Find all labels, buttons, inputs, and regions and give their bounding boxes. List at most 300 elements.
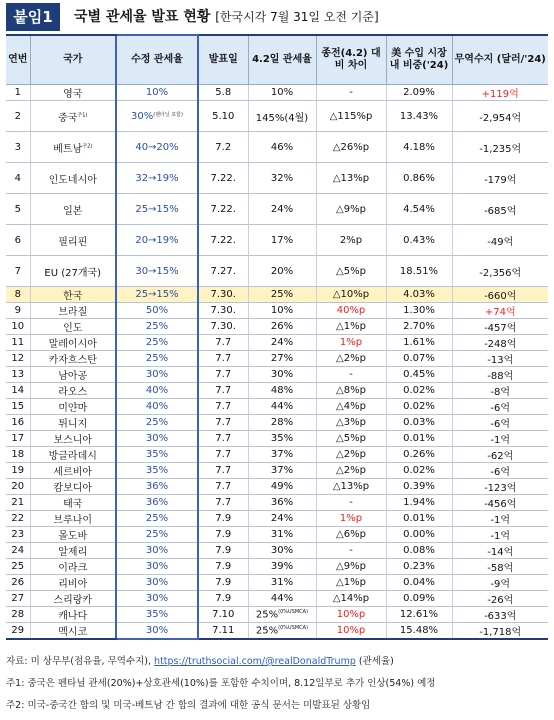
cell-country-text: 태국	[63, 499, 83, 510]
cell-no-text: 28	[11, 609, 25, 620]
usmca-note: (0%USMCA)	[278, 624, 309, 631]
cell-diff-text: △4%p	[336, 401, 366, 412]
cell-apr2-rate	[248, 383, 316, 399]
cell-diff	[316, 591, 386, 607]
cell-import-share	[386, 463, 452, 479]
cell-announce-date-text: 7.9	[215, 529, 232, 540]
cell-revised-rate-text: 30%	[145, 577, 169, 588]
cell-country-text: 영국	[63, 89, 83, 100]
page-title	[74, 6, 379, 26]
table-row	[6, 351, 548, 367]
cell-apr2-rate-text: 25%	[255, 609, 279, 621]
cell-import-share	[386, 495, 452, 511]
table-row	[6, 101, 548, 132]
cell-apr2-rate-text: 46%	[270, 141, 294, 153]
cell-announce-date-text: 7.22.	[210, 203, 236, 215]
table-row	[6, 607, 548, 623]
table-row	[6, 132, 548, 163]
cell-announce-date	[198, 399, 248, 415]
cell-apr2-rate-text: 25%	[270, 289, 294, 300]
country-footnote-mark: 주2)	[82, 143, 93, 150]
cell-diff	[316, 575, 386, 591]
cell-no-text: 26	[11, 577, 25, 588]
cell-trade-balance-text: -660억	[484, 291, 517, 302]
cell-trade-balance-text: -6억	[490, 467, 511, 478]
cell-apr2-rate-text: 24%	[270, 513, 294, 524]
cell-revised-rate	[116, 367, 198, 383]
cell-trade-balance-text: -13억	[487, 355, 514, 366]
cell-trade-balance-text: -248억	[484, 339, 517, 350]
cell-import-share-text: 2.09%	[403, 87, 435, 98]
cell-revised-rate-text: 25%	[145, 513, 169, 524]
cell-trade-balance-text: -58억	[487, 563, 514, 574]
title-text: 국별 관세율 발표 현황	[74, 9, 211, 25]
cell-no-text: 4	[14, 172, 21, 184]
cell-country	[30, 194, 116, 225]
cell-no-text: 8	[14, 289, 21, 300]
cell-announce-date-text: 7.7	[215, 465, 232, 476]
cell-revised-rate-text: 35%	[145, 609, 169, 620]
cell-announce-date-text: 7.7	[215, 449, 232, 460]
cell-import-share	[386, 319, 452, 335]
table-row	[6, 431, 548, 447]
header-import-share: 美 수입 시장 내 비중('24)	[386, 35, 452, 85]
cell-diff	[316, 101, 386, 132]
cell-country	[30, 527, 116, 543]
cell-country-text: 라오스	[58, 387, 88, 398]
cell-revised-rate	[116, 479, 198, 495]
cell-no-text: 13	[11, 369, 25, 380]
cell-import-share	[386, 85, 452, 101]
cell-announce-date-text: 7.2	[215, 141, 232, 153]
table-row	[6, 319, 548, 335]
cell-diff	[316, 194, 386, 225]
cell-import-share-text: 0.02%	[403, 401, 435, 412]
cell-country	[30, 319, 116, 335]
cell-no-text: 16	[11, 417, 25, 428]
cell-trade-balance	[452, 85, 548, 101]
cell-no-text: 12	[11, 353, 25, 364]
header-no: 연번	[6, 35, 30, 85]
cell-import-share	[386, 132, 452, 163]
cell-country	[30, 85, 116, 101]
cell-announce-date	[198, 431, 248, 447]
cell-country	[30, 559, 116, 575]
cell-revised-rate-text: 10%	[145, 87, 169, 98]
title-subtitle: [한국시각 7월 31일 오전 기준]	[215, 10, 379, 24]
table-row	[6, 447, 548, 463]
cell-apr2-rate	[248, 527, 316, 543]
cell-no-text: 3	[14, 141, 21, 153]
cell-import-share-text: 0.08%	[403, 545, 435, 556]
cell-trade-balance	[452, 527, 548, 543]
cell-no	[6, 591, 30, 607]
cell-trade-balance	[452, 575, 548, 591]
cell-apr2-rate-text: 145%(4월)	[255, 112, 309, 124]
cell-revised-rate	[116, 132, 198, 163]
cell-revised-rate	[116, 399, 198, 415]
cell-announce-date	[198, 607, 248, 623]
cell-revised-rate-text: 30%	[145, 545, 169, 556]
cell-import-share	[386, 511, 452, 527]
cell-country	[30, 335, 116, 351]
cell-no	[6, 511, 30, 527]
cell-revised-rate-text: 25→15%	[135, 289, 179, 300]
table-row	[6, 303, 548, 319]
cell-revised-rate-text: 40%	[145, 385, 169, 396]
cell-country-text: 한국	[63, 291, 83, 302]
cell-revised-rate-text: 40→20%	[135, 141, 179, 153]
table-row	[6, 367, 548, 383]
table-row	[6, 559, 548, 575]
cell-no-text: 1	[14, 87, 21, 98]
cell-trade-balance	[452, 543, 548, 559]
cell-announce-date	[198, 591, 248, 607]
cell-import-share	[386, 623, 452, 640]
cell-no	[6, 367, 30, 383]
cell-announce-date	[198, 527, 248, 543]
cell-apr2-rate-text: 30%	[270, 369, 294, 380]
cell-announce-date	[198, 101, 248, 132]
cell-revised-rate-text: 20→19%	[135, 234, 179, 246]
cell-diff	[316, 383, 386, 399]
cell-diff-text: △9%p	[336, 203, 366, 215]
cell-announce-date-text: 7.7	[215, 481, 232, 492]
footnote-1: 주1: 중국은 펜타닐 관세(20%)+상호관세(10%)를 포함한 수치이며, 8.12일부로 추가 인상(54%) 예정	[6, 678, 436, 689]
cell-diff-text: △13%p	[332, 481, 370, 492]
cell-no	[6, 607, 30, 623]
country-footnote-mark: 주1)	[77, 112, 88, 119]
cell-revised-rate-text: 25%	[145, 337, 169, 348]
cell-import-share	[386, 225, 452, 256]
cell-no	[6, 495, 30, 511]
cell-country	[30, 383, 116, 399]
cell-trade-balance	[452, 399, 548, 415]
cell-diff	[316, 225, 386, 256]
cell-country	[30, 351, 116, 367]
cell-import-share-text: 0.43%	[403, 234, 435, 246]
table-row	[6, 463, 548, 479]
cell-revised-rate-text: 30%	[145, 625, 169, 636]
table-row	[6, 415, 548, 431]
cell-country	[30, 415, 116, 431]
cell-revised-rate-text: 35%	[145, 449, 169, 460]
cell-trade-balance-text: -456억	[484, 499, 517, 510]
cell-trade-balance-text: -14억	[487, 547, 514, 558]
cell-country-text: 남아공	[58, 371, 88, 382]
cell-diff-text: -	[349, 369, 353, 380]
cell-trade-balance-text: -2,356억	[479, 267, 522, 279]
cell-apr2-rate-text: 24%	[270, 203, 294, 215]
cell-revised-rate-text: 30%	[145, 561, 169, 572]
table-row	[6, 225, 548, 256]
cell-trade-balance	[452, 335, 548, 351]
cell-announce-date-text: 7.30.	[210, 289, 236, 300]
rate-note: (펜타닐 포함)	[153, 111, 183, 118]
cell-diff	[316, 607, 386, 623]
cell-diff-text: 10%p	[336, 625, 366, 636]
cell-country-text: 캐나다	[58, 611, 88, 622]
header-announce-date: 발표일	[198, 35, 248, 85]
cell-no	[6, 463, 30, 479]
cell-diff-text: 10%p	[336, 609, 366, 620]
cell-country-text: 미얀마	[58, 403, 88, 414]
cell-announce-date	[198, 543, 248, 559]
cell-trade-balance-text: -1억	[490, 531, 511, 542]
cell-trade-balance	[452, 132, 548, 163]
table-row	[6, 256, 548, 287]
cell-country	[30, 256, 116, 287]
cell-trade-balance-text: -26억	[487, 595, 514, 606]
cell-apr2-rate	[248, 607, 316, 623]
cell-country-text: 브루나이	[53, 515, 93, 526]
cell-country-text: 일본	[63, 205, 83, 217]
cell-import-share	[386, 287, 452, 303]
cell-announce-date	[198, 225, 248, 256]
cell-apr2-rate	[248, 495, 316, 511]
cell-no-text: 24	[11, 545, 25, 556]
cell-apr2-rate-text: 27%	[270, 353, 294, 364]
cell-announce-date-text: 5.10	[212, 110, 235, 122]
cell-revised-rate-text: 30%	[145, 369, 169, 380]
cell-country-text: 이라크	[58, 563, 88, 574]
cell-trade-balance-text: -1억	[490, 515, 511, 526]
cell-no	[6, 415, 30, 431]
header-row	[6, 35, 548, 85]
source-suffix: (관세율)	[358, 656, 394, 667]
source-link[interactable]: https://truthsocial.com/@realDonaldTrump	[154, 656, 356, 667]
cell-trade-balance-text: -633억	[484, 611, 517, 622]
cell-trade-balance	[452, 415, 548, 431]
cell-announce-date-text: 5.8	[215, 87, 232, 98]
cell-announce-date-text: 7.7	[215, 401, 232, 412]
cell-apr2-rate	[248, 591, 316, 607]
cell-import-share-text: 0.02%	[403, 465, 435, 476]
cell-import-share	[386, 367, 452, 383]
cell-diff	[316, 132, 386, 163]
cell-revised-rate	[116, 415, 198, 431]
cell-announce-date	[198, 367, 248, 383]
cell-trade-balance	[452, 511, 548, 527]
cell-announce-date	[198, 415, 248, 431]
cell-country	[30, 495, 116, 511]
cell-revised-rate	[116, 225, 198, 256]
header-apr2-rate: 4.2일 관세율	[248, 35, 316, 85]
cell-diff-text: △115%p	[329, 110, 373, 122]
cell-trade-balance	[452, 591, 548, 607]
cell-diff-text: △6%p	[336, 529, 366, 540]
cell-announce-date	[198, 303, 248, 319]
cell-no-text: 21	[11, 497, 25, 508]
cell-revised-rate-text: 25%	[145, 417, 169, 428]
cell-import-share-text: 4.54%	[403, 203, 435, 215]
cell-revised-rate	[116, 431, 198, 447]
cell-import-share	[386, 479, 452, 495]
cell-apr2-rate-text: 36%	[270, 497, 294, 508]
cell-import-share	[386, 431, 452, 447]
cell-diff-text: -	[349, 87, 353, 98]
cell-country	[30, 511, 116, 527]
cell-no	[6, 543, 30, 559]
cell-no	[6, 431, 30, 447]
cell-revised-rate	[116, 607, 198, 623]
cell-diff-text: △13%p	[332, 172, 370, 184]
table-row	[6, 575, 548, 591]
cell-no	[6, 351, 30, 367]
table-row	[6, 511, 548, 527]
cell-no	[6, 132, 30, 163]
cell-diff	[316, 415, 386, 431]
cell-diff	[316, 431, 386, 447]
cell-apr2-rate	[248, 319, 316, 335]
cell-trade-balance-text: -62억	[487, 451, 514, 462]
cell-no-text: 18	[11, 449, 25, 460]
cell-apr2-rate-text: 10%	[270, 305, 294, 316]
cell-no	[6, 194, 30, 225]
source-line	[6, 653, 394, 667]
cell-diff	[316, 495, 386, 511]
cell-country-text: 캄보디아	[53, 483, 93, 494]
cell-announce-date-text: 7.11	[212, 625, 235, 636]
cell-announce-date-text: 7.7	[215, 497, 232, 508]
cell-announce-date	[198, 623, 248, 640]
cell-revised-rate	[116, 194, 198, 225]
cell-announce-date-text: 7.7	[215, 417, 232, 428]
cell-diff	[316, 527, 386, 543]
cell-trade-balance-text: -1억	[490, 435, 511, 446]
cell-revised-rate-text: 25→15%	[135, 203, 179, 215]
cell-diff-text: 1%p	[339, 513, 363, 524]
cell-announce-date	[198, 447, 248, 463]
cell-no	[6, 527, 30, 543]
table-row	[6, 543, 548, 559]
cell-announce-date	[198, 319, 248, 335]
cell-import-share-text: 2.70%	[403, 321, 435, 332]
cell-no	[6, 383, 30, 399]
cell-diff-text: △2%p	[336, 449, 366, 460]
cell-announce-date	[198, 351, 248, 367]
cell-import-share	[386, 399, 452, 415]
cell-diff	[316, 623, 386, 640]
cell-country	[30, 101, 116, 132]
cell-revised-rate-text: 40%	[145, 401, 169, 412]
cell-import-share-text: 12.61%	[399, 609, 439, 620]
cell-apr2-rate	[248, 463, 316, 479]
cell-announce-date-text: 7.22.	[210, 172, 236, 184]
cell-revised-rate	[116, 527, 198, 543]
cell-country-text: 리비아	[58, 579, 88, 590]
cell-announce-date-text: 7.10	[212, 609, 235, 620]
cell-import-share-text: 0.02%	[403, 385, 435, 396]
title-bar	[0, 0, 554, 34]
cell-import-share-text: 0.26%	[403, 449, 435, 460]
cell-country	[30, 463, 116, 479]
cell-revised-rate	[116, 543, 198, 559]
cell-apr2-rate-text: 49%	[270, 481, 294, 492]
cell-revised-rate-text: 30→15%	[135, 265, 179, 277]
cell-import-share	[386, 194, 452, 225]
table-row	[6, 85, 548, 101]
cell-announce-date-text: 7.9	[215, 513, 232, 524]
cell-country	[30, 287, 116, 303]
cell-country-text: 베트남	[53, 143, 83, 155]
cell-revised-rate-text: 35%	[145, 465, 169, 476]
cell-trade-balance	[452, 287, 548, 303]
cell-diff-text: △14%p	[332, 593, 370, 604]
cell-diff	[316, 351, 386, 367]
cell-no	[6, 479, 30, 495]
table-row	[6, 287, 548, 303]
cell-country-text: 중국	[58, 112, 78, 124]
cell-announce-date-text: 7.7	[215, 337, 232, 348]
cell-trade-balance-text: -1,718억	[479, 627, 522, 638]
cell-apr2-rate	[248, 287, 316, 303]
cell-trade-balance-text: -179억	[484, 174, 517, 186]
cell-revised-rate-text: 30%	[145, 433, 169, 444]
cell-announce-date-text: 7.30.	[210, 305, 236, 316]
cell-import-share-text: 4.18%	[403, 141, 435, 153]
cell-revised-rate	[116, 351, 198, 367]
cell-no	[6, 399, 30, 415]
cell-revised-rate	[116, 383, 198, 399]
cell-country-text: 방글라데시	[48, 451, 97, 462]
cell-country-text: 브라질	[58, 307, 88, 318]
cell-diff-text: △8%p	[336, 385, 366, 396]
cell-diff-text: △2%p	[336, 353, 366, 364]
cell-country	[30, 163, 116, 194]
cell-revised-rate-text: 36%	[145, 497, 169, 508]
cell-trade-balance-text: -457억	[484, 323, 517, 334]
cell-import-share	[386, 559, 452, 575]
cell-import-share	[386, 447, 452, 463]
cell-no-text: 27	[11, 593, 25, 604]
cell-announce-date-text: 7.30.	[210, 321, 236, 332]
cell-revised-rate	[116, 463, 198, 479]
cell-country-text: 카자흐스탄	[48, 355, 97, 366]
cell-no-text: 10	[11, 321, 25, 332]
cell-trade-balance	[452, 431, 548, 447]
cell-import-share-text: 0.00%	[403, 529, 435, 540]
cell-announce-date-text: 7.9	[215, 545, 232, 556]
cell-trade-balance	[452, 607, 548, 623]
cell-apr2-rate	[248, 85, 316, 101]
cell-apr2-rate	[248, 623, 316, 640]
cell-no	[6, 447, 30, 463]
cell-announce-date-text: 7.9	[215, 593, 232, 604]
table-row	[6, 163, 548, 194]
cell-announce-date	[198, 256, 248, 287]
cell-apr2-rate-text: 37%	[270, 449, 294, 460]
cell-no	[6, 163, 30, 194]
source-prefix: 자료: 미 상무부(점유율, 무역수지),	[6, 656, 152, 667]
cell-trade-balance	[452, 163, 548, 194]
cell-apr2-rate	[248, 479, 316, 495]
cell-apr2-rate	[248, 367, 316, 383]
cell-announce-date	[198, 463, 248, 479]
cell-revised-rate	[116, 559, 198, 575]
cell-announce-date-text: 7.9	[215, 561, 232, 572]
cell-diff-text: △26%p	[332, 141, 370, 153]
cell-announce-date	[198, 194, 248, 225]
cell-import-share-text: 0.01%	[403, 513, 435, 524]
cell-import-share-text: 0.03%	[403, 417, 435, 428]
cell-revised-rate	[116, 85, 198, 101]
table-body	[6, 85, 548, 640]
cell-revised-rate-text: 30%	[131, 110, 154, 122]
cell-trade-balance	[452, 447, 548, 463]
cell-country-text: 튀니지	[58, 419, 88, 430]
cell-trade-balance	[452, 256, 548, 287]
